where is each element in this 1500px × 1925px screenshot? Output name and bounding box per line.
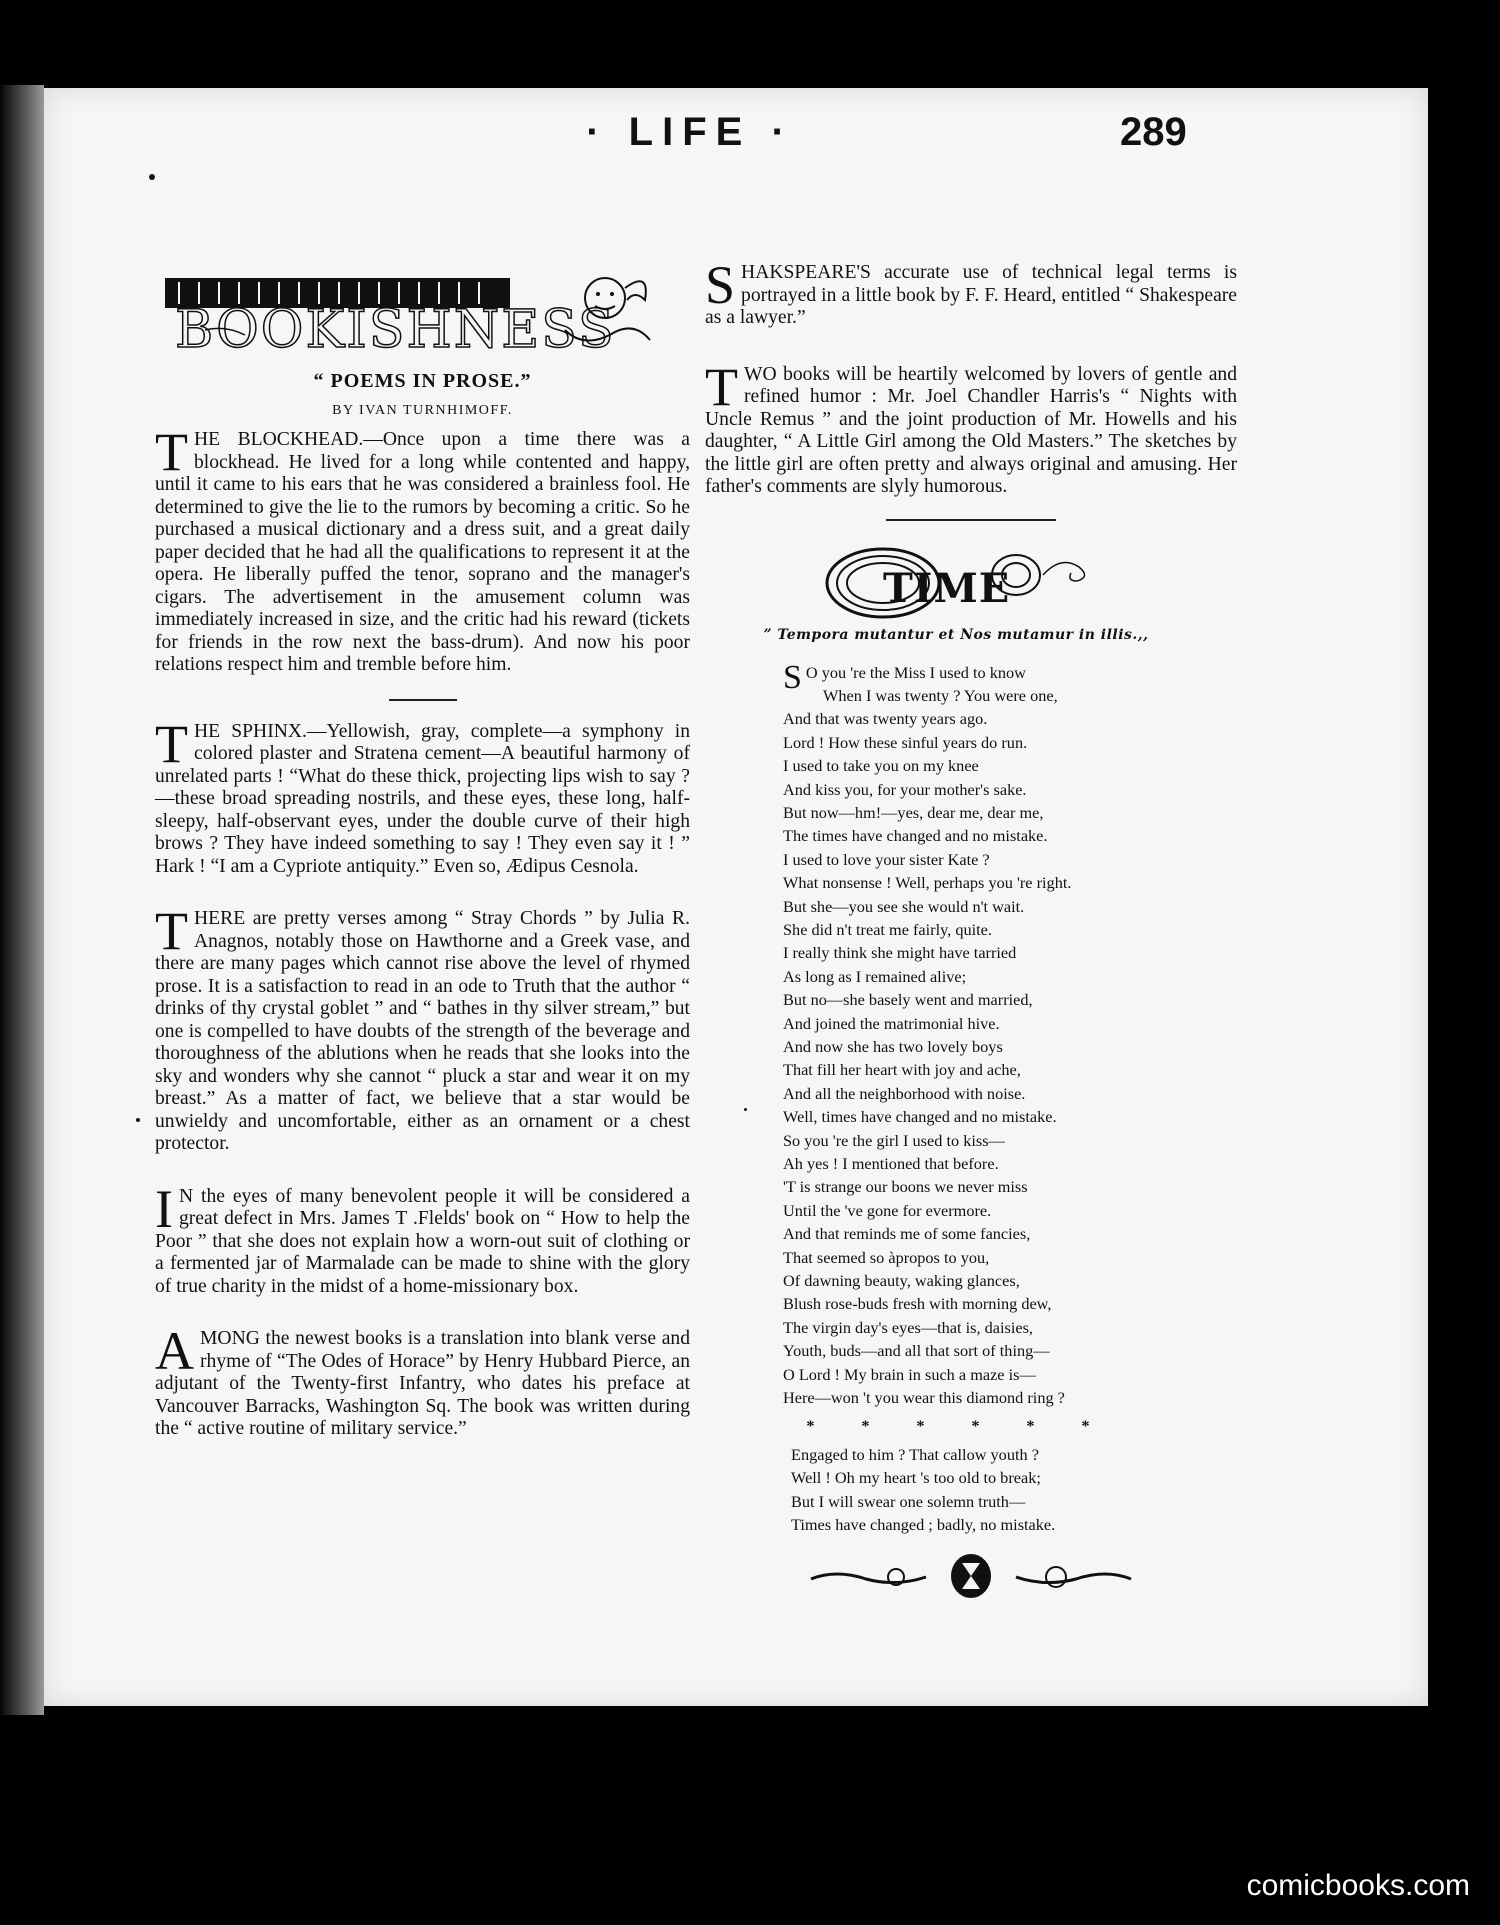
poem-line: But she—you see she would n't wait.: [783, 896, 1025, 916]
poem-line: Youth, buds—and all that sort of thing—: [783, 1341, 1050, 1361]
paragraph-text: WO books will be heartily welcomed by lovers of gentle and refined humor : Mr. Joel Chandler Harris's “ Nights with Uncle Remus ” and the joint production of Mr. Howells and his daughter, “ A Little Girl among the Old Masters.” The sketches by the little girl are often pretty and always original and amusing. Her father's comments are slyly humorous.: [705, 363, 1237, 497]
poem-line: Times have changed ; badly, no mistake.: [791, 1515, 1056, 1535]
drop-cap: T: [155, 422, 188, 482]
bookishness-banner: [165, 270, 685, 360]
drop-cap: I: [155, 1178, 173, 1239]
poem-line: Well ! Oh my heart 's too old to break;: [791, 1468, 1041, 1488]
drop-cap: T: [705, 356, 738, 417]
page-edge-shadow: [0, 85, 44, 1715]
poem-line: And that reminds me of some fancies,: [783, 1224, 1031, 1244]
review-stray-chords: [155, 901, 690, 1156]
separator-star: *: [1081, 1415, 1090, 1435]
byline: BY IVAN TURNHIMOFF.: [332, 403, 513, 418]
poem-line: That fill her heart with joy and ache,: [783, 1060, 1021, 1080]
separator-star: *: [861, 1415, 870, 1435]
stanza-separator: [783, 1414, 1237, 1437]
separator-star: *: [1026, 1415, 1035, 1435]
right-column: [705, 255, 1237, 1606]
ink-speck: [149, 174, 155, 180]
poem-line: The times have changed and no mistake.: [783, 826, 1048, 846]
poem-line: What nonsense ! Well, perhaps you 're right.: [783, 873, 1072, 893]
poem-line: 'T is strange our boons we never miss: [783, 1177, 1028, 1197]
review-blockhead: [155, 422, 690, 677]
divider: [389, 699, 457, 701]
hourglass-ornament-icon: [806, 1551, 1136, 1601]
poem-line: And that was twenty years ago.: [783, 709, 988, 729]
poem-line: The virgin day's eyes—that is, daisies,: [783, 1317, 1033, 1337]
paragraph-text: HERE are pretty verses among “ Stray Chords ” by Julia R. Anagnos, notably those on Hawthorne and a Greek vase, and there are many pages which cannot rise above the level of rhymed prose. It is a satisfaction to read in an ode to Truth that the author “ drinks of thy crystal goblet ” and “ bathes in thy silver stream,” but one is compelled to have doubts of the strength of the beverage and thoroughness of the ablutions when he reads that she looks into the sky and wonders why she cannot “ pluck a star and wear it on my breast.” As a matter of fact, we believe that a star would be unwieldy and uncomfortable, either as an ornament or a chest protector.: [155, 908, 690, 1154]
poem-line: As long as I remained alive;: [783, 966, 967, 986]
poem-line: Ah yes ! I mentioned that before.: [783, 1154, 999, 1174]
poem-line: I used to take you on my knee: [783, 756, 979, 776]
left-column: [155, 270, 690, 1441]
poem-line: But I will swear one solemn truth—: [791, 1491, 1026, 1511]
poem-block: [705, 519, 1237, 643]
poem-line: When I was twenty ? You were one,: [823, 685, 1058, 705]
drop-cap: A: [155, 1321, 194, 1381]
poem-line: Until the 've gone for evermore.: [783, 1200, 992, 1220]
poem-line: And now she has two lovely boys: [783, 1037, 1003, 1056]
paragraph-text: HAKSPEARE'S accurate use of technical legal terms is portrayed in a little book by F. F. Heard, entitled “ Shakespeare as a lawyer.”: [705, 262, 1237, 328]
drop-cap: S: [783, 658, 802, 696]
poem-line: I used to love your sister Kate ?: [783, 849, 990, 869]
poem-line: And kiss you, for your mother's sake.: [783, 779, 1027, 799]
banner-title: BOOKISHNESS: [175, 300, 616, 360]
separator-star: *: [806, 1415, 815, 1435]
poem-line: So you 're the girl I used to kiss—: [783, 1130, 1005, 1150]
poem-line: That seemed so àpropos to you,: [783, 1247, 990, 1267]
poem-line: Blush rose-buds fresh with morning dew,: [783, 1294, 1052, 1314]
paragraph-text: N the eyes of many benevolent people it will be considered a great defect in Mrs. James T .Flelds' book on “ How to help the Poor ” that she does not explain how a worn-out suit of clothing or a fermented jar of Marmalade can be made to shine with the glory of true charity in the midst of a home-missionary box.: [155, 1185, 690, 1297]
drop-cap: T: [155, 713, 188, 774]
separator-star: *: [971, 1415, 980, 1435]
poem-line: I really think she might have tarried: [783, 943, 1017, 963]
poem-line: And joined the matrimonial hive.: [783, 1013, 1000, 1033]
poem-line: Here—won 't you wear this diamond ring ?: [783, 1388, 1065, 1408]
ink-speck: [136, 1118, 140, 1122]
poem-line: Engaged to him ? That callow youth ?: [791, 1444, 1039, 1464]
latin-motto: ” Tempora mutantur et Nos mutamur in illis.,,: [763, 626, 1149, 643]
drop-cap: S: [705, 255, 736, 315]
poem-line: S O you 're the Miss I used to know: [783, 658, 1026, 696]
watermark: comicbooks.com: [1246, 1869, 1470, 1902]
poem-time: [783, 658, 1237, 1537]
time-title-art: [821, 545, 1121, 621]
time-title: TIME: [883, 564, 1011, 612]
divider: [886, 519, 1056, 521]
review-shakespeare-lawyer: [705, 255, 1237, 330]
tailpiece: [705, 1551, 1237, 1606]
poem-line: But now—hm!—yes, dear me, dear me,: [783, 802, 1044, 822]
poem-line: Well, times have changed and no mistake.: [783, 1107, 1057, 1127]
section-title: “ POEMS IN PROSE.”: [313, 370, 532, 392]
poem-line: She did n't treat me fairly, quite.: [783, 919, 992, 939]
page-number: 289: [1120, 110, 1187, 154]
paragraph-text: HE SPHINX.—Yellowish, gray, complete—a symphony in colored plaster and Stratena cement—A beautiful harmony of unrelated parts ! “What do these thick, projecting lips wish to say ?—these broad spreading nostrils, and these eyes, these long, half-sleepy, half-observant eyes, under the double curve of their high brows ? They have indeed something to say ! They even say it ! ” Hark ! “I am a Cypriote antiquity.” Even so, Ædipus Cesnola.: [155, 720, 690, 877]
poem-line: But no—she basely went and married,: [783, 990, 1033, 1010]
review-odes-of-horace: [155, 1321, 690, 1441]
review-help-the-poor: [155, 1178, 690, 1299]
review-sphinx: [155, 713, 690, 879]
review-uncle-remus: [705, 356, 1237, 499]
separator-star: *: [916, 1415, 925, 1435]
drop-cap: T: [155, 901, 188, 961]
poem-line: And all the neighborhood with noise.: [783, 1083, 1026, 1103]
running-title: · LIFE ·: [586, 110, 794, 154]
paragraph-text: HE BLOCKHEAD.—Once upon a time there was a blockhead. He lived for a long while contented and happy, until it came to his ears that he was considered a brainless fool. He determined to give the lie to the rumors by becoming a critic. So he purchased a musical dictionary and a dress suit, and a great daily paper decided that he had all the qualifications to represent it at the opera. He liberally puffed the tenor, soprano and the manager's cigars. The advertisement in the amusement column was immediately increased in size, and the critic had his reward (tickets for friends in the row next the bass-drum). And now his poor relations respect him and tremble before him.: [155, 429, 690, 675]
paragraph-text: MONG the newest books is a translation into blank verse and rhyme of “The Odes of Horace” by Henry Hubbard Pierce, an adjutant of the Twenty-first Infantry, who dates his preface at Vancouver Barracks, Washington Sq. The book was written during the “ active routine of military service.”: [155, 1328, 690, 1439]
poem-line: Lord ! How these sinful years do run.: [783, 732, 1028, 752]
poem-line: O Lord ! My brain in such a maze is—: [783, 1364, 1036, 1384]
poem-line: Of dawning beauty, waking glances,: [783, 1271, 1020, 1291]
